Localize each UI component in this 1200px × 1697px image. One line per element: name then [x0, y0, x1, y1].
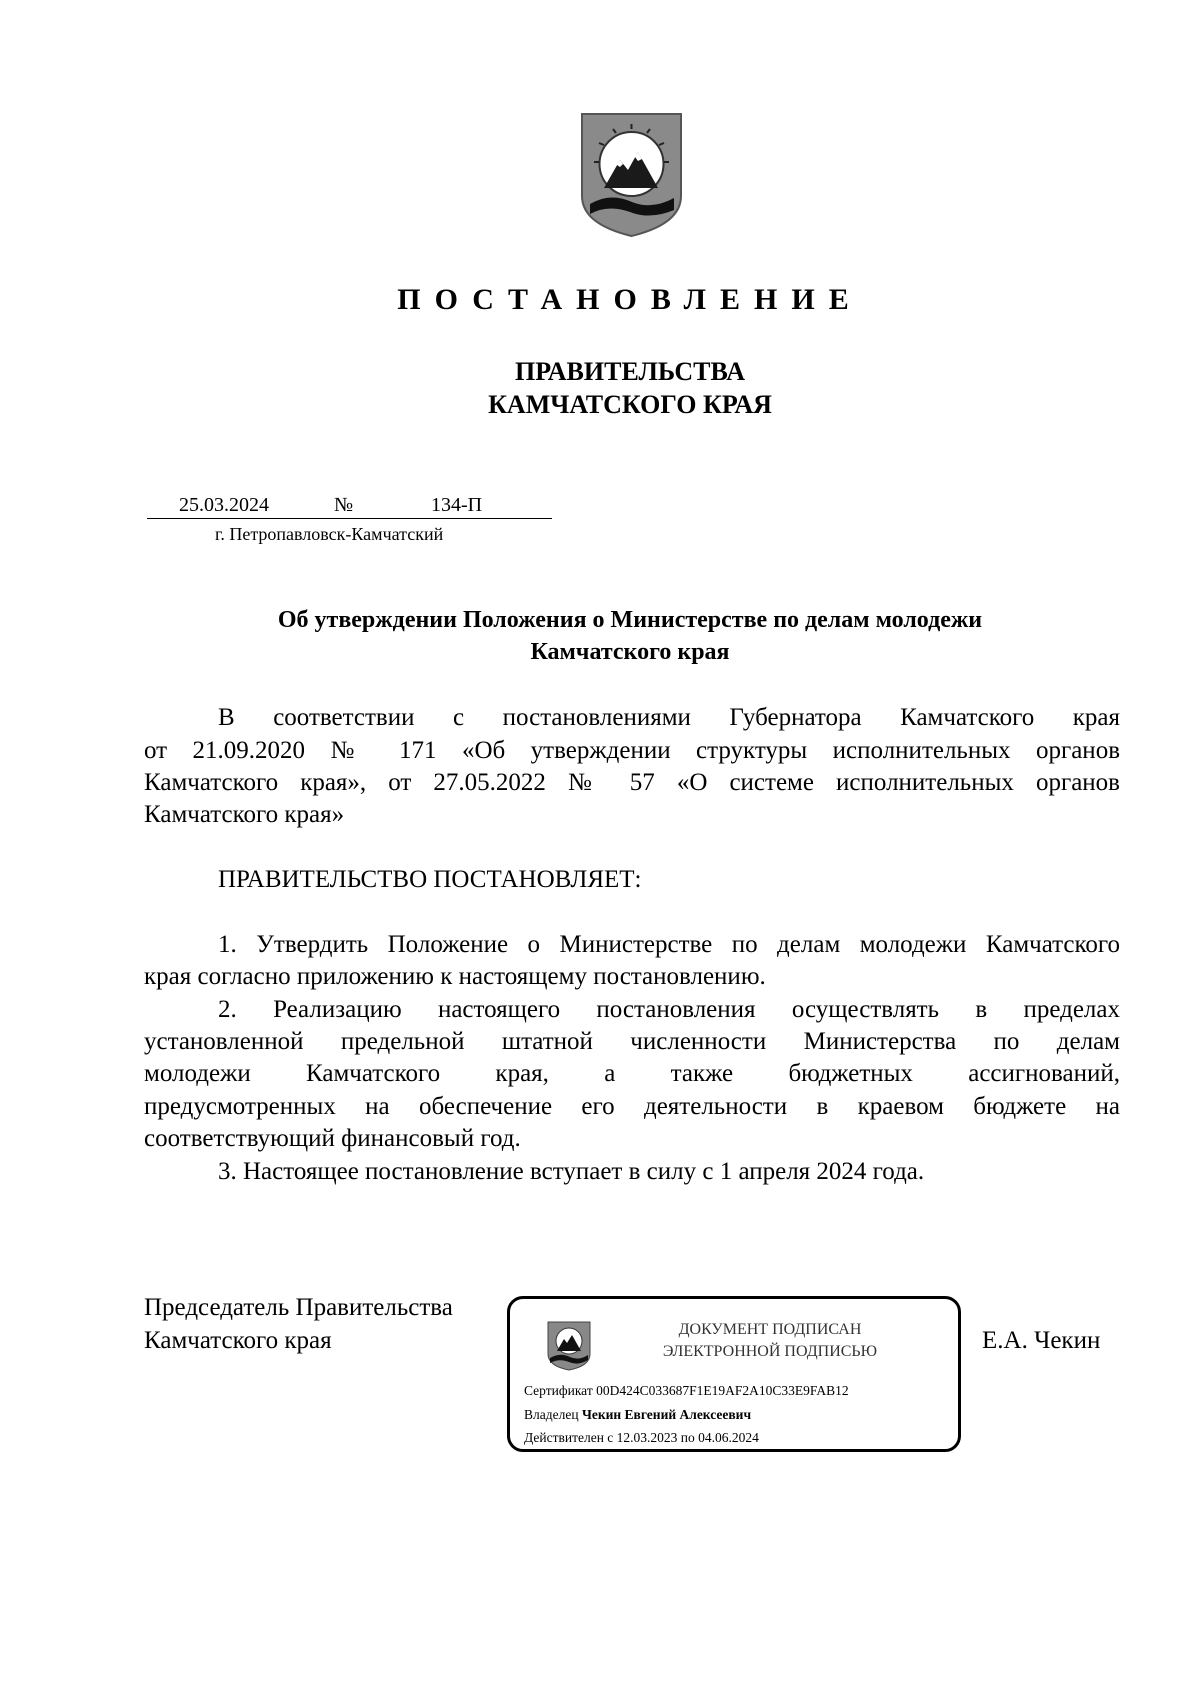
owner-row	[524, 1407, 751, 1423]
authority-line-2: КАМЧАТСКОГО КРАЯ	[488, 390, 772, 419]
preamble-line: от 21.09.2020 № 171 «Об утверждении структуры исполнительных органов	[144, 737, 1120, 764]
valid-to-value: 04.06.2024	[698, 1430, 759, 1445]
valid-from-value: 12.03.2023	[616, 1430, 678, 1445]
signer-position-line-1: Председатель Правительства	[144, 1294, 453, 1321]
valid-from-label: Действителен с	[524, 1430, 614, 1445]
item-2-line: установленной предельной штатной численности Министерства по делам	[144, 1028, 1120, 1055]
preamble-line: Камчатского края», от 27.05.2022 № 57 «О системе исполнительных органов	[144, 769, 1120, 796]
signer-name: Е.А. Чекин	[982, 1327, 1101, 1354]
item-1-line: края согласно приложению к настоящему постановлению.	[144, 963, 766, 990]
owner-value: Чекин Евгений Алексеевич	[581, 1407, 752, 1422]
signer-position-line-2: Камчатского края	[144, 1327, 332, 1354]
certificate-label: Сертификат	[524, 1383, 593, 1398]
certificate-value: 00D424C033687F1E19AF2A10C33E9FAB12	[596, 1383, 849, 1398]
stamp-emblem-icon	[546, 1320, 592, 1372]
registration-line	[147, 494, 552, 519]
stamp-heading-line-2: ЭЛЕКТРОННОЙ ПОДПИСЬЮ	[662, 1343, 878, 1360]
document-title-line-2: Камчатского края	[530, 639, 730, 665]
validity-row	[524, 1430, 759, 1446]
number-sign: №	[334, 494, 354, 516]
preamble-line: В соответствии с постановлениями Губернатора Камчатского края	[218, 704, 1120, 731]
stamp-heading-line-1: ДОКУМЕНТ ПОДПИСАН	[678, 1321, 862, 1338]
document-title-line-1: Об утверждении Положения о Министерстве по делам молодежи	[277, 607, 983, 633]
item-2-line: предусмотренных на обеспечение его деятельности в краевом бюджете на	[144, 1093, 1120, 1120]
e-signature-stamp	[507, 1296, 961, 1452]
item-1-line: 1. Утвердить Положение о Министерстве по делам молодежи Камчатского	[218, 931, 1120, 958]
document-date: 25.03.2024	[179, 494, 269, 516]
coat-of-arms-icon	[580, 112, 683, 238]
valid-to-label: по	[680, 1430, 695, 1445]
item-2-line: молодежи Камчатского края, а также бюджетных ассигнований,	[144, 1060, 1120, 1087]
owner-label: Владелец	[524, 1407, 579, 1422]
authority-line-1: ПРАВИТЕЛЬСТВА	[515, 357, 745, 386]
resolve-heading: ПРАВИТЕЛЬСТВО ПОСТАНОВЛЯЕТ:	[218, 866, 642, 893]
document-place: г. Петропавловск-Камчатский	[215, 524, 444, 544]
certificate-row	[524, 1383, 849, 1399]
item-3-line: 3. Настоящее постановление вступает в силу с 1 апреля 2024 года.	[218, 1158, 925, 1185]
document-type: ПОСТАНОВЛЕНИЕ	[397, 283, 863, 316]
item-2-line: 2. Реализацию настоящего постановления осуществлять в пределах	[218, 996, 1120, 1023]
preamble-line: Камчатского края»	[144, 801, 345, 828]
document-number: 134-П	[431, 494, 483, 516]
item-2-line: соответствующий финансовый год.	[144, 1125, 521, 1152]
